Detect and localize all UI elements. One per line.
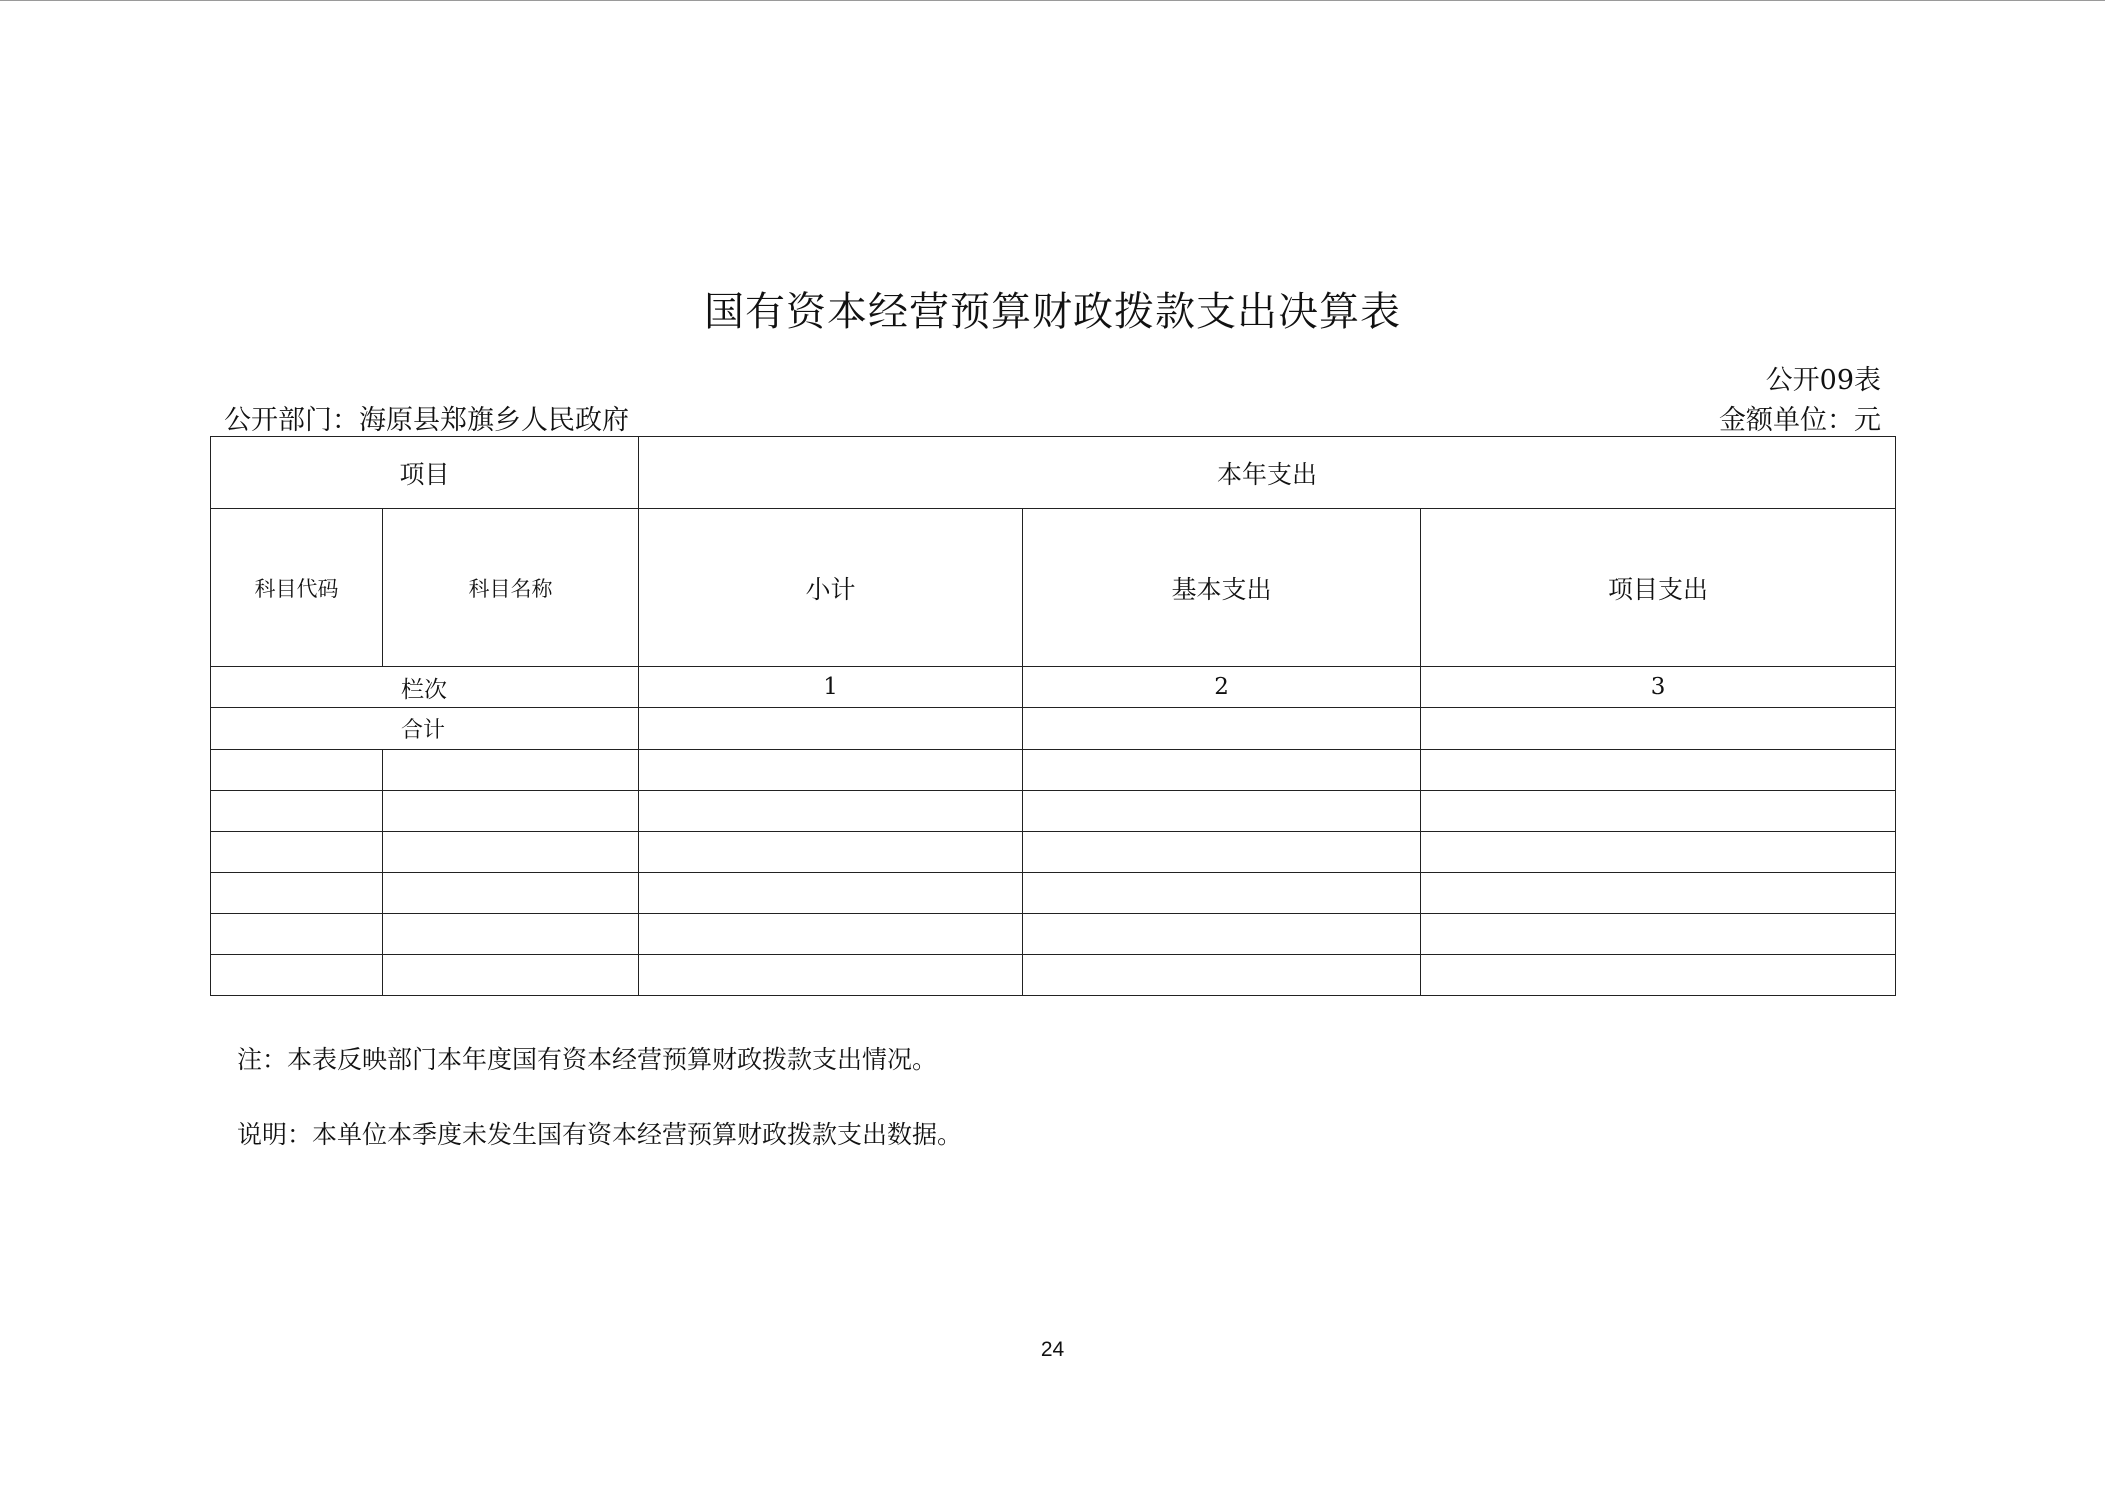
column-index-1: 1	[639, 667, 1023, 708]
table-row	[211, 791, 1896, 832]
table-cell	[639, 955, 1023, 996]
total-project-cell	[1421, 708, 1896, 750]
department-label: 公开部门：海原县郑旗乡人民政府	[224, 405, 629, 436]
table-cell	[1421, 791, 1896, 832]
table-cell	[1421, 832, 1896, 873]
table-row	[211, 750, 1896, 791]
table-cell	[211, 873, 383, 914]
table-cell	[383, 791, 639, 832]
footnote-explanation: 说明：本单位本季度未发生国有资本经营预算财政拨款支出数据。	[237, 1120, 963, 1149]
column-index-label: 栏次	[211, 667, 639, 708]
table-row	[211, 914, 1896, 955]
header-subject-code: 科目代码	[211, 509, 383, 667]
header-row-top	[211, 437, 1896, 509]
header-item: 项目	[211, 437, 639, 509]
header-basic-expense: 基本支出	[1023, 509, 1421, 667]
header-project-expense: 项目支出	[1421, 509, 1896, 667]
header-subtotal: 小计	[639, 509, 1023, 667]
header-current-year-expense: 本年支出	[639, 437, 1896, 509]
page-number: 24	[1040, 1338, 1065, 1361]
table-cell	[1023, 955, 1421, 996]
table-number: 公开09表	[1765, 365, 1881, 396]
table-cell	[211, 955, 383, 996]
table-cell	[383, 873, 639, 914]
table-cell	[211, 750, 383, 791]
table-cell	[1023, 791, 1421, 832]
total-row	[211, 708, 1896, 750]
table-cell	[1421, 873, 1896, 914]
page-title: 国有资本经营预算财政拨款支出决算表	[704, 289, 1401, 335]
table-cell	[1421, 914, 1896, 955]
table-cell	[211, 791, 383, 832]
amount-unit-label: 金额单位：元	[1719, 405, 1881, 436]
header-row-sub	[211, 509, 1896, 667]
table-cell	[639, 750, 1023, 791]
table-cell	[1023, 832, 1421, 873]
total-label: 合计	[211, 708, 639, 750]
table-row	[211, 873, 1896, 914]
table-cell	[639, 873, 1023, 914]
table-cell	[383, 914, 639, 955]
total-subtotal-cell	[639, 708, 1023, 750]
table-row	[211, 955, 1896, 996]
column-index-3: 3	[1421, 667, 1896, 708]
table-cell	[1023, 873, 1421, 914]
table-cell	[639, 791, 1023, 832]
table-cell	[639, 832, 1023, 873]
header-subject-name: 科目名称	[383, 509, 639, 667]
table-cell	[1023, 914, 1421, 955]
table-row	[211, 832, 1896, 873]
footnote-description: 注：本表反映部门本年度国有资本经营预算财政拨款支出情况。	[237, 1045, 938, 1074]
table-cell	[639, 914, 1023, 955]
table-cell	[383, 750, 639, 791]
table-cell	[1421, 955, 1896, 996]
table-cell	[383, 955, 639, 996]
table-cell	[211, 832, 383, 873]
table-cell	[1421, 750, 1896, 791]
table-cell	[383, 832, 639, 873]
table-cell	[211, 914, 383, 955]
expenditure-table	[210, 436, 1896, 996]
column-index-2: 2	[1023, 667, 1421, 708]
total-basic-cell	[1023, 708, 1421, 750]
column-index-row	[211, 667, 1896, 708]
top-rule	[0, 0, 2105, 1]
table-cell	[1023, 750, 1421, 791]
